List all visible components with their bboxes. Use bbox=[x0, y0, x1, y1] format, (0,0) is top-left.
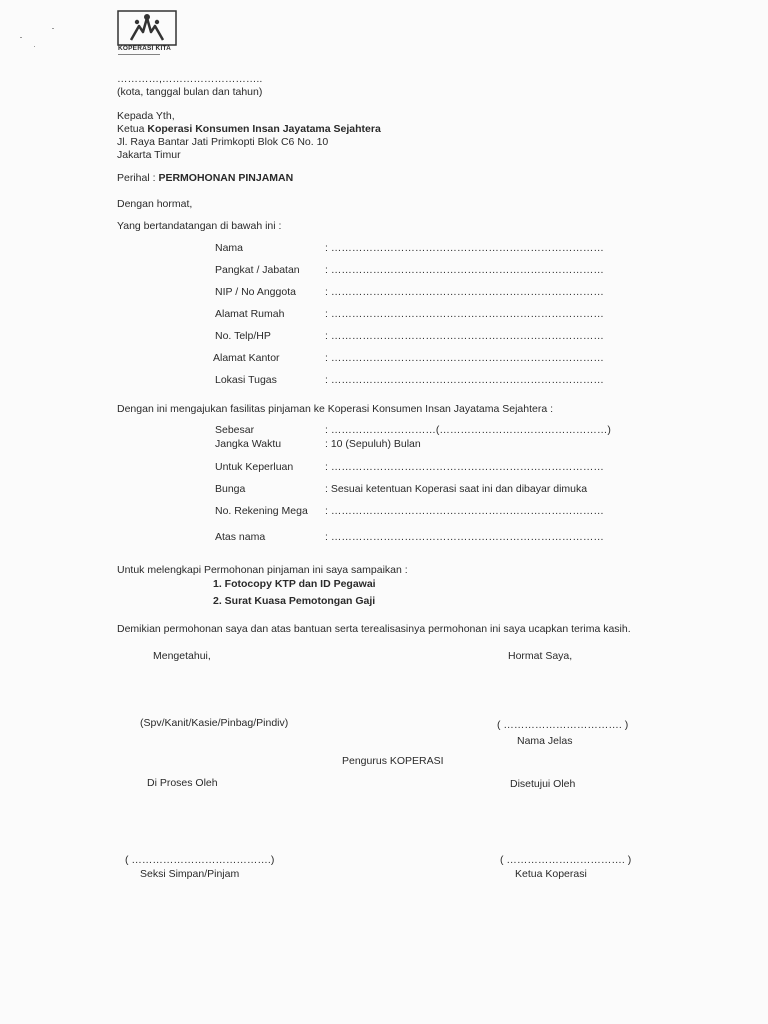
processed-by-label: Di Proses Oleh bbox=[147, 777, 218, 789]
recipient-address-2: Jakarta Timur bbox=[117, 149, 181, 161]
scan-speck bbox=[20, 37, 22, 38]
field-value-lokasi: : …………………………………………………………………… bbox=[325, 374, 604, 386]
regards-label: Hormat Saya, bbox=[508, 650, 573, 662]
subject-label: Perihal : bbox=[117, 172, 159, 184]
field-value-nama: : …………………………………………………………………… bbox=[325, 242, 604, 254]
subject-line bbox=[117, 172, 293, 185]
acknowledged-label: Mengetahui, bbox=[153, 650, 211, 662]
field-label-pangkat: Pangkat / Jabatan bbox=[215, 264, 300, 276]
management-label: Pengurus KOPERASI bbox=[342, 755, 444, 767]
loan-value-sebesar: : …………………………(…………………………………………) bbox=[325, 424, 611, 436]
field-value-pangkat: : …………………………………………………………………… bbox=[325, 264, 604, 276]
loan-label-bunga: Bunga bbox=[215, 483, 246, 495]
recipient-to: Kepada Yth, bbox=[117, 110, 175, 122]
field-value-alamat-rumah: : …………………………………………………………………… bbox=[325, 308, 604, 320]
recipient-org: Koperasi Konsumen Insan Jayatama Sejahtera bbox=[147, 123, 381, 135]
intro: Yang bertandatangan di bawah ini : bbox=[117, 220, 282, 232]
loan-label-keperluan: Untuk Keperluan bbox=[215, 461, 294, 473]
applicant-signature-line: ( ……………………………. ) bbox=[497, 719, 629, 731]
loan-label-atas-nama: Atas nama bbox=[215, 531, 266, 543]
greeting: Dengan hormat, bbox=[117, 198, 193, 210]
loan-label-rekening: No. Rekening Mega bbox=[215, 505, 308, 517]
supervisor-label: (Spv/Kanit/Kasie/Pinbag/Pindiv) bbox=[140, 717, 289, 729]
recipient-address-1: Jl. Raya Bantar Jati Primkopti Blok C6 No. 10 bbox=[117, 136, 329, 148]
date-caption: (kota, tanggal bulan dan tahun) bbox=[117, 86, 263, 98]
logo-subtext: ▬▬▬▬▬▬▬▬▬▬▬▬▬▬ bbox=[118, 52, 160, 56]
date-line: …………,……………………….. bbox=[117, 73, 263, 85]
field-label-alamat-rumah: Alamat Rumah bbox=[215, 308, 285, 320]
recipient-title-prefix: Ketua bbox=[117, 123, 148, 135]
closing: Demikian permohonan saya dan atas bantuan serta terealisasinya permohonan ini saya ucapkan terima kasih. bbox=[117, 623, 631, 635]
recipient-title bbox=[117, 123, 381, 136]
scan-speck bbox=[52, 28, 54, 29]
field-label-nip: NIP / No Anggota bbox=[215, 286, 296, 298]
processor-caption: Seksi Simpan/Pinjam bbox=[140, 868, 240, 880]
approved-by-label: Disetujui Oleh bbox=[510, 778, 576, 790]
field-value-alamat-kantor: : …………………………………………………………………… bbox=[325, 352, 604, 364]
loan-label-sebesar: Sebesar bbox=[215, 424, 255, 436]
field-value-nip: : …………………………………………………………………… bbox=[325, 286, 604, 298]
scan-speck bbox=[34, 46, 35, 47]
loan-value-jangka: : 10 (Sepuluh) Bulan bbox=[325, 438, 421, 450]
requirement-item: 1. Fotocopy KTP dan ID Pegawai bbox=[213, 578, 376, 590]
subject-value: PERMOHONAN PINJAMAN bbox=[158, 172, 294, 184]
loan-value-keperluan: : …………………………………………………………………… bbox=[325, 461, 604, 473]
chairman-signature-line: ( ……………………………. ) bbox=[500, 854, 632, 866]
applicant-caption: Nama Jelas bbox=[517, 735, 573, 747]
loan-value-rekening: : …………………………………………………………………… bbox=[325, 505, 604, 517]
loan-label-jangka: Jangka Waktu bbox=[215, 438, 282, 450]
loan-value-atas-nama: : …………………………………………………………………… bbox=[325, 531, 604, 543]
logo-text: KOPERASI KITA bbox=[118, 45, 172, 52]
processor-signature-line: ( ………………………………….) bbox=[125, 854, 275, 866]
field-label-nama: Nama bbox=[215, 242, 244, 254]
field-label-lokasi: Lokasi Tugas bbox=[215, 374, 277, 386]
chairman-caption: Ketua Koperasi bbox=[515, 868, 587, 880]
loan-intro: Dengan ini mengajukan fasilitas pinjaman ke Koperasi Konsumen Insan Jayatama Sejahtera : bbox=[117, 403, 554, 415]
field-label-alamat-kantor: Alamat Kantor bbox=[213, 352, 280, 364]
requirement-item: 2. Surat Kuasa Pemotongan Gaji bbox=[213, 595, 376, 607]
requirements-intro: Untuk melengkapi Permohonan pinjaman ini saya sampaikan : bbox=[117, 564, 408, 576]
field-label-telp: No. Telp/HP bbox=[215, 330, 271, 342]
loan-value-bunga: : Sesuai ketentuan Koperasi saat ini dan dibayar dimuka bbox=[325, 483, 588, 495]
field-value-telp: : …………………………………………………………………… bbox=[325, 330, 604, 342]
